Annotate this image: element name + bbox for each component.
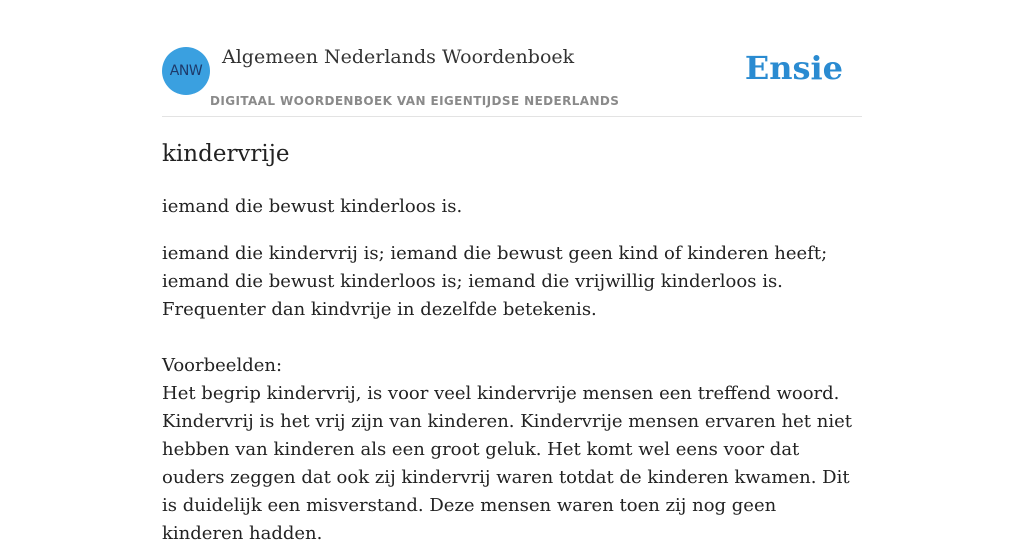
entry-content xyxy=(162,136,862,548)
site-title[interactable]: Algemeen Nederlands Woordenboek xyxy=(222,46,575,68)
definition-text: iemand die kindervrij is; iemand die bewust geen kind of kinderen heeft; iemand die bewust kinderloos is; iemand die vrijwillig kinderloos is. xyxy=(162,243,828,292)
examples-label: Voorbeelden: xyxy=(162,355,283,376)
short-definition: iemand die bewust kinderloos is. xyxy=(162,196,463,217)
ensie-brand-logo[interactable]: Ensie xyxy=(744,49,843,87)
site-header xyxy=(162,46,862,117)
headword: kindervrije xyxy=(162,141,290,167)
usage-note: Frequenter dan kindvrije in dezelfde betekenis. xyxy=(162,299,597,320)
entry-body xyxy=(162,240,862,548)
example-text: Het begrip kindervrij, is voor veel kindervrije mensen een treffend woord. Kindervrij is het vrij zijn van kinderen. Kindervrije mensen ervaren het niet hebben van kinderen als een groot geluk. Het komt wel eens voor dat ouders zeggen dat ook zij kindervrij waren totdat de kinderen kwamen. Dit is duidelijk een misverstand. Deze mensen waren toen zij nog geen kinderen hadden. xyxy=(162,383,852,544)
site-subtitle: DIGITAAL WOORDENBOEK VAN EIGENTIJDSE NEDERLANDS xyxy=(210,94,620,108)
anw-logo[interactable]: ANW xyxy=(162,47,210,95)
spacer xyxy=(162,324,862,352)
